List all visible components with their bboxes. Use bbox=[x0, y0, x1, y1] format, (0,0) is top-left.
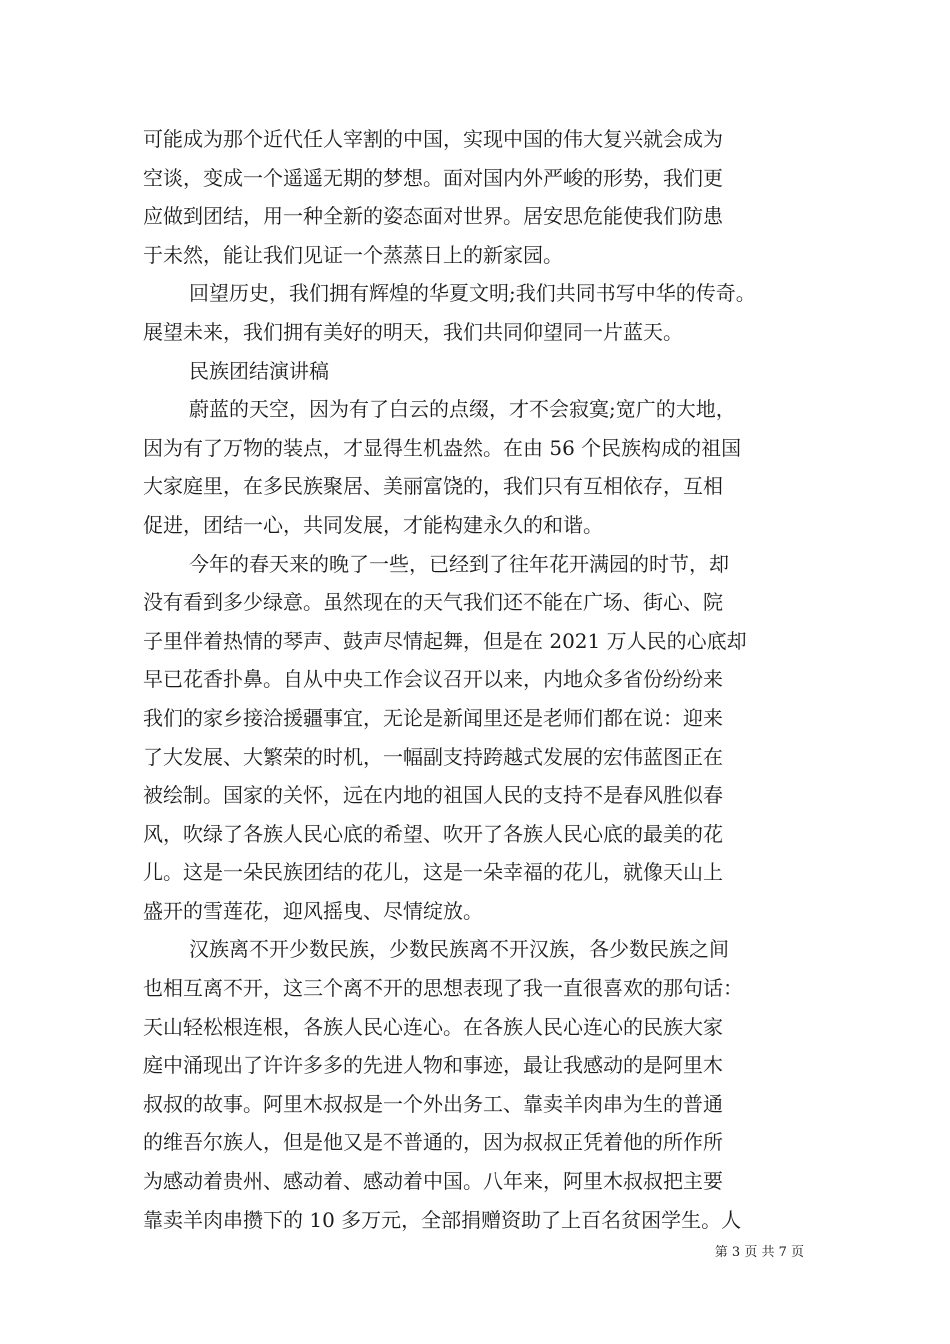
text-line: 的维吾尔族人，但是他又是不普通的，因为叔叔正凭着他的所作所 bbox=[143, 1130, 723, 1155]
page-number-footer: 第 3 页 共 7 页 bbox=[714, 1245, 804, 1260]
text-line: 儿。这是一朵民族团结的花儿，这是一朵幸福的花儿，就像天山上 bbox=[143, 860, 723, 885]
text-line: 我们的家乡接洽援疆事宜，无论是新闻里还是老师们都在说：迎来 bbox=[143, 705, 723, 730]
text-line: 于未然，能让我们见证一个蒸蒸日上的新家园。 bbox=[143, 242, 563, 267]
text-line: 也相互离不开，这三个离不开的思想表现了我一直很喜欢的那句话： bbox=[143, 976, 743, 1001]
text-line: 靠卖羊肉串攒下的 10 多万元，全部捐赠资助了上百名贫困学生。人 bbox=[143, 1207, 742, 1232]
text-line: 展望未来，我们拥有美好的明天，我们共同仰望同一片蓝天。 bbox=[143, 319, 683, 344]
text-line: 早已花香扑鼻。自从中央工作会议召开以来，内地众多省份纷纷来 bbox=[143, 667, 723, 692]
text-line: 被绘制。国家的关怀，远在内地的祖国人民的支持不是春风胜似春 bbox=[143, 783, 723, 808]
text-line: 促进，团结一心，共同发展，才能构建永久的和谐。 bbox=[143, 512, 603, 537]
text-line: 蔚蓝的天空，因为有了白云的点缀，才不会寂寞;宽广的大地， bbox=[189, 397, 736, 422]
text-line: 空谈，变成一个遥遥无期的梦想。面对国内外严峻的形势，我们更 bbox=[143, 165, 723, 190]
text-line: 盛开的雪莲花，迎风摇曳、尽情绽放。 bbox=[143, 898, 483, 923]
text-line: 因为有了万物的装点，才显得生机盎然。在由 56 个民族构成的祖国 bbox=[143, 435, 742, 460]
text-line: 没有看到多少绿意。虽然现在的天气我们还不能在广场、街心、院 bbox=[143, 590, 723, 615]
text-line: 可能成为那个近代任人宰割的中国，实现中国的伟大复兴就会成为 bbox=[143, 127, 723, 151]
text-line: 天山轻松根连根，各族人民心连心。在各族人民心连心的民族大家 bbox=[143, 1014, 723, 1039]
text-line: 叔叔的故事。阿里木叔叔是一个外出务工、靠卖羊肉串为生的普通 bbox=[143, 1091, 723, 1116]
text-line: 风，吹绿了各族人民心底的希望、吹开了各族人民心底的最美的花 bbox=[143, 821, 723, 846]
text-line: 为感动着贵州、感动着、感动着中国。八年来，阿里木叔叔把主要 bbox=[143, 1169, 723, 1194]
text-line: 汉族离不开少数民族，少数民族离不开汉族，各少数民族之间 bbox=[189, 937, 729, 962]
text-line: 庭中涌现出了许许多多的先进人物和事迹，最让我感动的是阿里木 bbox=[143, 1053, 723, 1078]
body-text bbox=[143, 120, 815, 1239]
text-line: 民族团结演讲稿 bbox=[189, 358, 329, 383]
text-line: 今年的春天来的晚了一些，已经到了往年花开满园的时节，却 bbox=[189, 551, 729, 576]
text-line: 回望历史，我们拥有辉煌的华夏文明;我们共同书写中华的传奇。 bbox=[189, 281, 756, 306]
text-line: 子里伴着热情的琴声、鼓声尽情起舞，但是在 2021 万人民的心底却 bbox=[143, 628, 747, 653]
text-line: 了大发展、大繁荣的时机，一幅副支持跨越式发展的宏伟蓝图正在 bbox=[143, 744, 723, 769]
text-line: 大家庭里，在多民族聚居、美丽富饶的，我们只有互相依存，互相 bbox=[143, 474, 723, 499]
text-line: 应做到团结，用一种全新的姿态面对世界。居安思危能使我们防患 bbox=[143, 204, 723, 229]
